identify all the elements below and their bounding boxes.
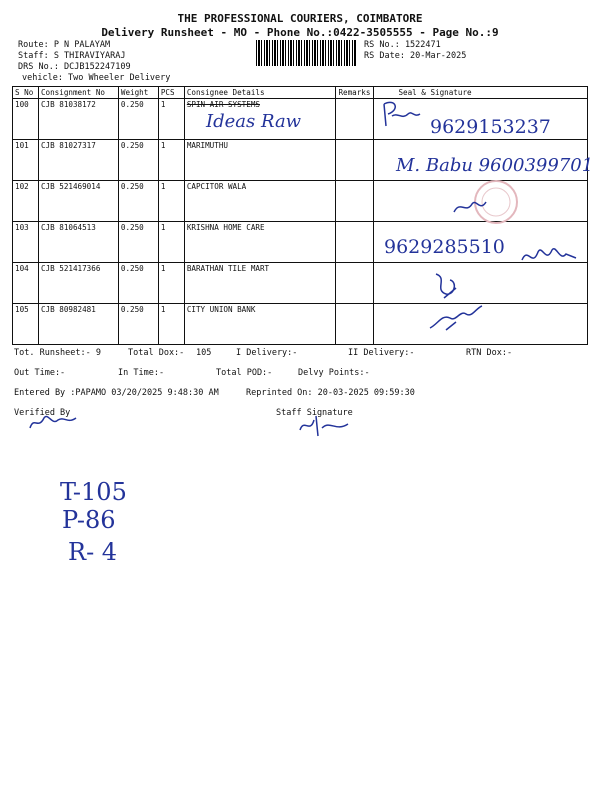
total-runsheet: Tot. Runsheet:- 9 <box>14 348 101 358</box>
runsheet-subtitle: Delivery Runsheet - MO - Phone No.:0422-3505555 - Page No.:9 <box>101 26 499 39</box>
cell-consignee: BARATHAN TILE MART <box>184 263 336 304</box>
table-row <box>13 263 588 304</box>
cell-sno: 102 <box>13 181 39 222</box>
header-seal-signature: Seal & Signature <box>374 87 588 99</box>
cell-consignment: CJB 81038172 <box>38 99 118 140</box>
total-dox-label: Total Dox:- <box>128 348 185 358</box>
cell-consignment: CJB 81027317 <box>38 140 118 181</box>
table-row <box>13 304 588 345</box>
handwritten-phone-103: 9629285510 <box>384 236 505 258</box>
rs-date: RS Date: 20-Mar-2025 <box>364 51 467 61</box>
cell-pcs: 1 <box>158 140 184 181</box>
barcode-image <box>256 40 356 66</box>
cell-remarks <box>336 263 374 304</box>
entered-by: Entered By :PAPAMO 03/20/2025 9:48:30 AM <box>14 388 219 398</box>
cell-remarks <box>336 140 374 181</box>
out-time-label: Out Time:- <box>14 368 66 378</box>
rtn-dox-label: RTN Dox:- <box>466 348 513 358</box>
staff-label: Staff: S THIRAVIYARAJ <box>18 51 126 61</box>
route-label: Route: P N PALAYAM <box>18 40 111 50</box>
cell-sno: 105 <box>13 304 39 345</box>
cell-consignment: CJB 80982481 <box>38 304 118 345</box>
cell-remarks <box>336 99 374 140</box>
cell-weight: 0.250 <box>118 181 158 222</box>
cell-remarks <box>336 181 374 222</box>
signature-row-102 <box>450 190 490 220</box>
cell-remarks <box>336 222 374 263</box>
total-dox-value: 105 <box>196 348 212 358</box>
delvy-points-label: Delvy Points:- <box>298 368 370 378</box>
cell-sno: 103 <box>13 222 39 263</box>
cell-consignment: CJB 521417366 <box>38 263 118 304</box>
cell-pcs: 1 <box>158 99 184 140</box>
cell-weight: 0.250 <box>118 222 158 263</box>
cell-consignee: CITY UNION BANK <box>184 304 336 345</box>
cell-sno: 101 <box>13 140 39 181</box>
staff-signature-label: Staff Signature <box>276 408 353 418</box>
cell-consignment: CJB 81064513 <box>38 222 118 263</box>
cell-pcs: 1 <box>158 181 184 222</box>
header-weight: Weight <box>118 87 158 99</box>
rs-number: RS No.: 1522471 <box>364 40 441 50</box>
cell-pcs: 1 <box>158 304 184 345</box>
signature-row-100 <box>378 96 424 132</box>
cell-consignee: MARIMUTHU <box>184 140 336 181</box>
cell-consignment: CJB 521469014 <box>38 181 118 222</box>
drs-number: DRS No.: DCJB152247109 <box>18 62 131 72</box>
handwritten-note-101: M. Babu 9600399701 <box>396 155 594 176</box>
tally-return: R- 4 <box>68 538 118 566</box>
tally-total: T-105 <box>60 478 127 506</box>
signature-row-104 <box>428 268 468 304</box>
table-header-row <box>13 87 588 99</box>
header-consignment: Consignment No <box>38 87 118 99</box>
cell-weight: 0.250 <box>118 140 158 181</box>
cell-pcs: 1 <box>158 222 184 263</box>
header-remarks: Remarks <box>336 87 374 99</box>
verified-by-label: Verified By <box>14 408 71 418</box>
cell-weight: 0.250 <box>118 99 158 140</box>
total-pod-label: Total POD:- <box>216 368 273 378</box>
cell-consignee: CAPCITOR WALA <box>184 181 336 222</box>
signature-row-105 <box>426 302 486 336</box>
reprinted-on: Reprinted On: 20-03-2025 09:59:30 <box>246 388 415 398</box>
cell-sno: 100 <box>13 99 39 140</box>
cell-consignee: SPIN AIR SYSTEMS <box>184 99 336 140</box>
header-consignee: Consignee Details <box>184 87 336 99</box>
header-pcs: PCS <box>158 87 184 99</box>
tally-pod: P-86 <box>62 506 116 534</box>
verifier-signature <box>26 408 80 434</box>
i-delivery-label: I Delivery:- <box>236 348 298 358</box>
cell-consignee: KRISHNA HOME CARE <box>184 222 336 263</box>
signature-row-103 <box>520 240 580 270</box>
cell-remarks <box>336 304 374 345</box>
cell-weight: 0.250 <box>118 263 158 304</box>
in-time-label: In Time:- <box>118 368 165 378</box>
handwritten-phone-100: 9629153237 <box>430 116 551 138</box>
company-title: THE PROFESSIONAL COURIERS, COIMBATORE <box>177 12 423 25</box>
handwritten-consignee-note: Ideas Raw <box>206 111 302 132</box>
staff-signature-mark <box>294 412 354 438</box>
vehicle-label: vehicle: Two Wheeler Delivery <box>22 73 171 83</box>
cell-sno: 104 <box>13 263 39 304</box>
cell-weight: 0.250 <box>118 304 158 345</box>
cell-pcs: 1 <box>158 263 184 304</box>
header-sno: S No <box>13 87 39 99</box>
ii-delivery-label: II Delivery:- <box>348 348 415 358</box>
